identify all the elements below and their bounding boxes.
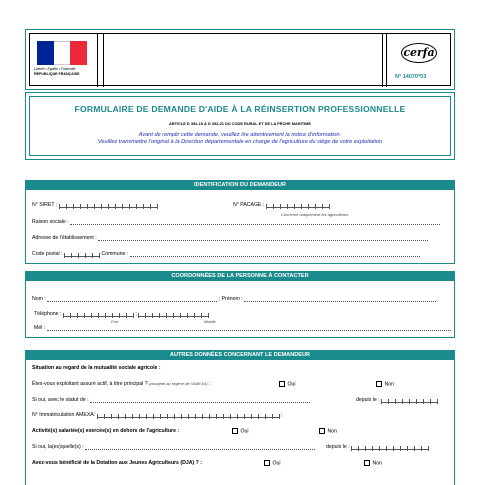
code-postal-field[interactable]: [64, 252, 100, 257]
cerfa-box: [386, 34, 450, 87]
contact-heading: COORDONNÉES DE LA PERSONNE À CONTACTER: [26, 272, 454, 281]
prenom-field[interactable]: [244, 297, 436, 302]
exploitant-non-label: Non: [384, 381, 395, 388]
situation-label: Situation au regard de la mutualité sociale agricole :: [32, 365, 161, 371]
exploitant-hint: (assujetti au régime de l'AMEXA): [149, 381, 208, 386]
title-block: [25, 92, 455, 160]
notice-text: [30, 132, 450, 146]
page-title: FORMULAIRE DE DEMANDE D'AIDE À LA RÉINSERTION PROFESSIONNELLE: [74, 104, 406, 114]
contact-section: COORDONNÉES DE LA PERSONNE À CONTACTER Nom : ; Prénom : Téléphone : ; Fixe Mobile Mél :: [25, 271, 455, 338]
autres-section: [25, 350, 455, 485]
prenom-label: ; Prénom :: [218, 296, 243, 302]
amexa-label: N° Immatriculation AMEXA:: [32, 412, 96, 418]
autres-heading: AUTRES DONNÉES CONCERNANT LE DEMANDEUR: [26, 351, 454, 360]
exploitant-oui-checkbox[interactable]: [279, 381, 285, 387]
exploitant-question: Êtes-vous exploitant assuré actif, à titre principal ?: [32, 381, 148, 387]
pacage-label: N° PACAGE :: [233, 202, 265, 208]
telephone-label: Téléphone :: [34, 311, 62, 317]
identification-section: [25, 180, 455, 264]
republique-francaise-logo: [30, 34, 98, 87]
depuis-date-field[interactable]: [381, 398, 438, 403]
salariee-oui-label: Oui: [240, 428, 249, 435]
pacage-field[interactable]: [266, 203, 330, 208]
siret-field[interactable]: [59, 203, 158, 208]
notice-line-1: Avant de remplir cette demande, veuillez lire attentivement la notice d'information.: [138, 132, 342, 138]
legal-reference: ARTICLE D 352-15 À D 352-21 DU CODE RURAL ET DE LA PÊCHE MARITIME: [168, 121, 312, 126]
depuis-label: depuis le :: [356, 397, 380, 403]
adresse-field[interactable]: [98, 236, 428, 241]
fixe-hint: Fixe: [111, 319, 119, 324]
amexa-field[interactable]: [97, 412, 283, 418]
exploitant-colon: :: [209, 381, 211, 387]
salariee-question: Activité(s) salariée(s) exercée(s) en dehors de l'agriculture :: [32, 428, 180, 434]
dja-question: Avez-vous bénéficié de la Dotation aux Jeunes Agriculteurs (DJA) ? :: [32, 460, 202, 466]
dja-oui-checkbox[interactable]: [264, 460, 270, 466]
salariee-non-checkbox[interactable]: [319, 428, 325, 434]
nom-label: Nom :: [32, 296, 46, 302]
logo-motto: Liberté • Égalité • Fraternité: [34, 67, 76, 71]
amexa-semicolon: ;: [281, 412, 283, 418]
raison-sociale-label: Raison sociale :: [32, 219, 69, 225]
salariee-depuis-label: depuis le :: [326, 444, 350, 450]
mobile-hint: Mobile: [204, 319, 216, 324]
exploitant-oui-label: Oui: [287, 381, 296, 388]
salariee-non-label: Non: [327, 428, 338, 435]
header-blank-area: [103, 34, 383, 87]
salariee-depuis-date-field[interactable]: [351, 445, 429, 450]
commune-field[interactable]: [130, 252, 420, 257]
adresse-label: Adresse de l'établissement :: [32, 235, 97, 241]
laquelle-label: Si oui, la(es)quelle(s) :: [32, 444, 84, 450]
cerfa-number: N° 14070*03: [395, 74, 427, 80]
statut-field[interactable]: [90, 398, 310, 403]
statut-label: Si oui, avec le statut de :: [32, 397, 89, 403]
cerfa-logo: cerfa: [401, 43, 437, 63]
marianne-flag-icon: [37, 41, 87, 65]
siret-label: N° SIRET :: [32, 202, 58, 208]
salariee-oui-checkbox[interactable]: [232, 428, 238, 434]
laquelle-field[interactable]: [85, 445, 315, 450]
exploitant-non-checkbox[interactable]: [376, 381, 382, 387]
commune-label: Commune :: [101, 251, 129, 257]
code-postal-label: Code postal :: [32, 251, 63, 257]
identification-heading: IDENTIFICATION DU DEMANDEUR: [26, 181, 454, 190]
dja-non-label: Non: [372, 460, 383, 467]
nom-field[interactable]: [47, 297, 217, 302]
telephone-mobile-field[interactable]: [138, 312, 209, 317]
telephone-fixe-field[interactable]: [63, 312, 134, 317]
logo-name: RÉPUBLIQUE FRANÇAISE: [34, 71, 80, 76]
raison-sociale-field[interactable]: [70, 220, 440, 225]
form-header: [25, 29, 455, 90]
notice-line-2: Veuillez transmettre l'original à la Direction départementale en charge de l'agriculture du siège de votre exploitation: [97, 139, 383, 146]
mel-label: Mél :: [34, 325, 46, 331]
dja-oui-label: Oui: [272, 460, 281, 467]
pacage-hint: Concerne uniquement les agriculteurs: [281, 212, 349, 217]
dja-non-checkbox[interactable]: [364, 460, 370, 466]
mel-field[interactable]: [47, 326, 451, 331]
